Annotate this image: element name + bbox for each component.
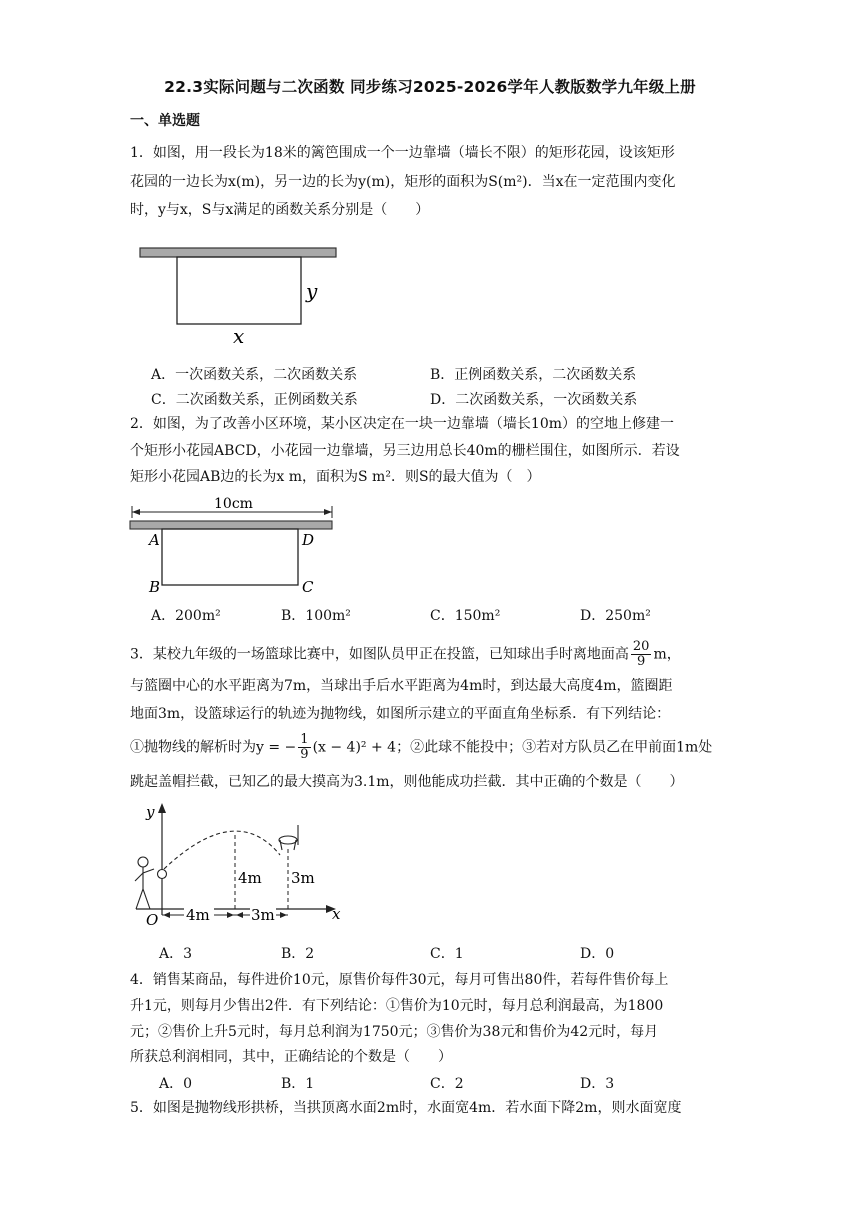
- q2-option-b[interactable]: B．100m²: [281, 608, 351, 624]
- q3-option-d[interactable]: D．0: [580, 946, 615, 962]
- q3-player-icon: [135, 857, 154, 909]
- q3-fraction-2-num: 1: [300, 732, 309, 747]
- q2-label-b: B: [149, 578, 161, 596]
- q3-option-a[interactable]: A．3: [159, 946, 193, 962]
- q3-label-4m-horizontal: 4m: [186, 906, 210, 924]
- q3-axis-x: x: [332, 905, 341, 923]
- q3-label-3m-horizontal: 3m: [251, 906, 275, 924]
- q5-line-1: 5．如图是抛物线形拱桥，当拱顶离水面2m时，水面宽4m．若水面下降2m，则水面宽度: [130, 1100, 682, 1116]
- q1-option-d[interactable]: D．二次函数关系，一次函数关系: [430, 392, 638, 408]
- q2-line-1: 2．如图，为了改善小区环境，某小区决定在一块一边靠墙（墙长10m）的空地上修建一: [130, 416, 674, 432]
- q4-line-3: 元；②售价上升5元时，每月总利润为1750元；③售价为38元和售价为42元时，每月: [130, 1024, 659, 1040]
- q3-origin: O: [146, 911, 159, 929]
- q2-option-d[interactable]: D．250m²: [580, 608, 651, 624]
- q2-line-3: 矩形小花园AB边的长为x m，面积为S m²．则S的最大值为（ ）: [130, 469, 541, 485]
- q2-option-a[interactable]: A．200m²: [151, 608, 221, 624]
- q4-line-2: 升1元，则每月少售出2件．有下列结论：①售价为10元时，每月总利润最高，为1800: [130, 998, 664, 1014]
- q3-line-1: [130, 640, 750, 669]
- q1-option-b[interactable]: B．正例函数关系，二次函数关系: [430, 367, 637, 383]
- q1-label-y: y: [306, 279, 318, 303]
- q2-figure: [128, 494, 338, 598]
- document-title: 22.3实际问题与二次函数 同步练习2025-2026学年人教版数学九年级上册: [164, 78, 696, 96]
- q3-option-c[interactable]: C．1: [430, 946, 464, 962]
- q2-wall-length-label: 10cm: [214, 496, 253, 512]
- q2-option-c[interactable]: C．150m²: [430, 608, 501, 624]
- q3-line-4-b: (x − 4)² + 4；②此球不能投中；③若对方队员乙在甲前面1m处: [312, 739, 713, 756]
- q3-label-4m-vertical: 4m: [238, 869, 262, 887]
- q1-figure: [138, 246, 343, 351]
- q1-wall: [140, 248, 336, 257]
- q3-ball-icon: [158, 870, 167, 879]
- q4-option-d[interactable]: D．3: [580, 1076, 615, 1092]
- q2-label-d: D: [302, 531, 315, 549]
- q3-line-4: [130, 733, 750, 762]
- q3-line-1-text: 3．某校九年级的一场篮球比赛中，如图队员甲正在投篮，已知球出手时离地面高: [130, 646, 629, 663]
- q3-trajectory: [164, 831, 280, 869]
- q4-line-1: 4．销售某商品，每件进价10元，原售价每件30元，每月可售出80件，若每件售价每上: [130, 972, 669, 988]
- q3-line-1-end: m，: [653, 646, 681, 663]
- q3-fraction-den: 9: [637, 654, 646, 669]
- q4-option-c[interactable]: C．2: [430, 1076, 464, 1092]
- q2-label-c: C: [302, 578, 314, 596]
- q3-fraction-2-den: 9: [300, 747, 309, 762]
- q2-garden-rect: [162, 529, 298, 585]
- q1-garden-rect: [177, 257, 301, 324]
- q3-label-3m-vertical: 3m: [291, 869, 315, 887]
- q3-fraction: [631, 640, 652, 669]
- q3-figure: [130, 797, 345, 932]
- q3-axis-y: y: [146, 803, 155, 821]
- q4-option-b[interactable]: B．1: [281, 1076, 315, 1092]
- q2-label-a: A: [149, 531, 160, 549]
- q3-line-2: 与篮圈中心的水平距离为7m，当球出手后水平距离为4m时，到达最大高度4m，篮圈距: [130, 678, 673, 694]
- q1-line-3: 时，y与x，S与x满足的函数关系分别是（ ）: [130, 202, 430, 218]
- q3-line-4-a: ①抛物线的解析时为y = −: [130, 739, 297, 756]
- q3-fraction-num: 20: [632, 639, 650, 654]
- q1-option-a[interactable]: A．一次函数关系，二次函数关系: [151, 367, 358, 383]
- section-heading: 一、单选题: [130, 113, 200, 129]
- q3-line-3: 地面3m，设篮球运行的轨迹为抛物线，如图所示建立的平面直角坐标系．有下列结论：: [130, 706, 671, 722]
- q3-option-b[interactable]: B．2: [281, 946, 315, 962]
- q1-label-x: x: [233, 324, 245, 348]
- q2-line-2: 个矩形小花园ABCD，小花园一边靠墙，另三边用总长40m的栅栏围住，如图所示．若设: [130, 443, 680, 459]
- q4-line-4: 所获总利润相同，其中，正确结论的个数是（ ）: [130, 1049, 452, 1065]
- q3-line-5: 跳起盖帽拦截，已知乙的最大摸高为3.1m，则他能成功拦截．其中正确的个数是（ ）: [130, 774, 684, 790]
- q4-option-a[interactable]: A．0: [159, 1076, 193, 1092]
- q2-wall: [130, 521, 332, 529]
- q3-hoop-icon: [279, 825, 298, 850]
- q1-line-1: 1．如图，用一段长为18米的篱笆围成一个一边靠墙（墙长不限）的矩形花园，设该矩形: [130, 145, 675, 161]
- q1-line-2: 花园的一边长为x(m)，另一边的长为y(m)，矩形的面积为S(m²)．当x在一定范围内变化: [130, 174, 676, 190]
- q3-fraction-2: [298, 733, 310, 762]
- q1-option-c[interactable]: C．二次函数关系，正例函数关系: [151, 392, 358, 408]
